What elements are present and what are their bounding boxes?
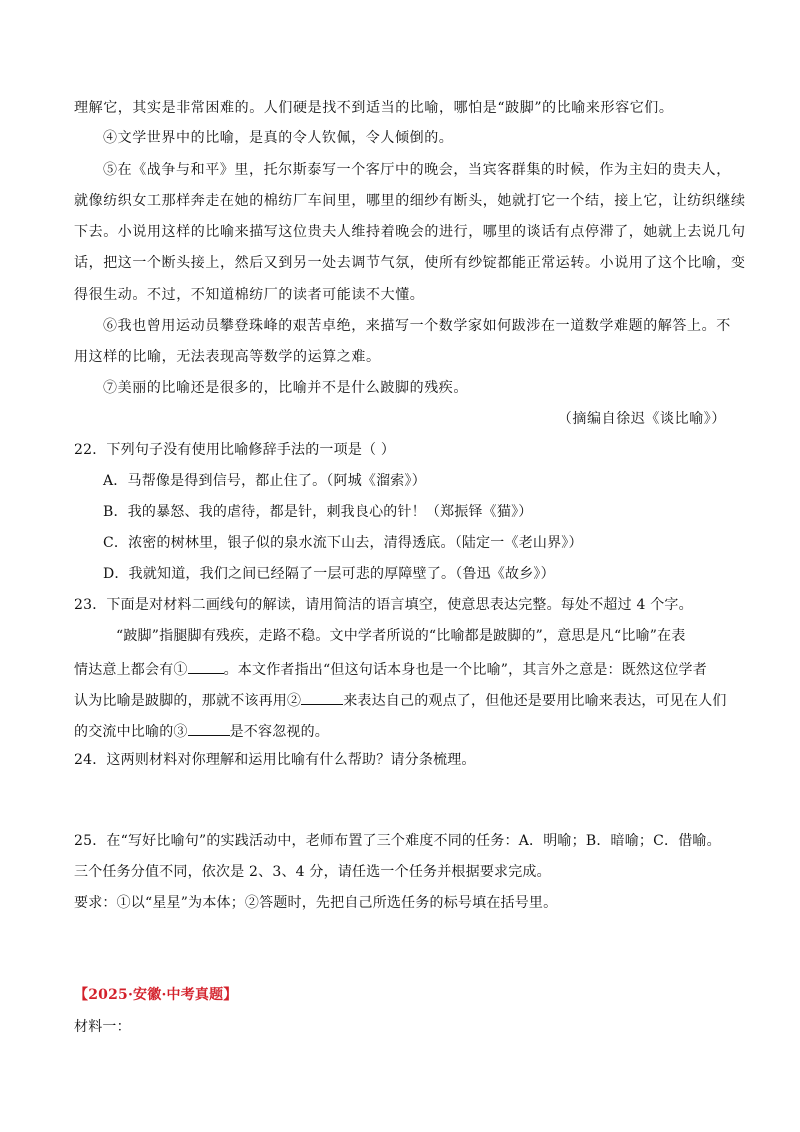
passage-source: （摘编自徐迟《谈比喻》） [557, 411, 726, 427]
question-22-option-a: A．马帮像是得到信号，都止住了。（阿城《溜索》） [103, 473, 426, 489]
question-23-stem: 23．下面是对材料二画线句的解读，请用简洁的语言填空，使意思表达完整。每处不超过 4 个字。 [74, 597, 693, 613]
question-22-option-d: D．我就知道，我们之间已经隔了一层可悲的厚障壁了。（鲁迅《故乡》） [103, 566, 555, 582]
question-23-line-4-text-b: 是不容忽视的。 [229, 724, 330, 740]
question-23-line-3-text-b: 来表达自己的观点了，但他还是要用比喻来表达，可见在人们 [343, 693, 727, 709]
answer-blank-3[interactable] [188, 719, 230, 736]
question-23-line-4 [74, 719, 329, 742]
question-23-line-2-text-b: 。本文作者指出“但这句话本身也是一个比喻”，其言外之意是：既然这位学者 [223, 662, 707, 678]
passage-paragraph-7: ⑦美丽的比喻还是很多的，比喻并不是什么跛脚的残疾。 [103, 380, 468, 396]
answer-blank-2[interactable] [301, 688, 343, 705]
question-24-stem: 24．这两则材料对你理解和运用比喻有什么帮助？请分条梳理。 [74, 752, 476, 768]
passage-paragraph-3-end: 理解它，其实是非常困难的。人们硬是找不到适当的比喻，哪怕是“跛脚”的比喻来形容它们。 [74, 100, 674, 116]
question-22-option-b: B．我的暴怒、我的虐待，都是针，刺我良心的针！（郑振铎《猫》） [103, 504, 533, 520]
question-23-line-3 [74, 688, 727, 711]
passage-paragraph-5-line-1: ⑤在《战争与和平》里，托尔斯泰写一个客厅中的晚会，当宾客群集的时候，作为主妇的贵夫人， [103, 162, 731, 178]
question-25-line-1: 25．在“写好比喻句”的实践活动中，老师布置了三个难度不同的任务：A．明喻；B．暗喻；C．借喻。 [74, 833, 721, 849]
passage-paragraph-5-line-5: 得很生动。不过，不知道棉纺厂的读者可能读不大懂。 [74, 287, 425, 303]
answer-blank-1[interactable] [188, 657, 224, 674]
passage-paragraph-6-line-2: 用这样的比喻，无法表现高等数学的运算之难。 [74, 349, 381, 365]
passage-paragraph-6-line-1: ⑥我也曾用运动员攀登珠峰的艰苦卓绝，来描写一个数学家如何跋涉在一道数学难题的解答上。不 [103, 318, 731, 334]
passage-paragraph-5-line-3: 下去。小说用这样的比喻来描写这位贵夫人维持着晚会的进行，哪里的谈话有点停滞了，她就上去说几句 [74, 224, 746, 240]
question-22-stem: 22．下列句子没有使用比喻修辞手法的一项是（ ） [74, 442, 396, 458]
question-23-line-1: “跛脚”指腿脚有残疾，走路不稳。文中学者所说的“比喻都是跛脚的”，意思是凡“比喻”在表 [116, 628, 686, 644]
question-23-line-2 [74, 657, 707, 680]
question-25-line-3: 要求：①以“星星”为本体；②答题时，先把自己所选任务的标号填在括号里。 [74, 895, 558, 911]
passage-paragraph-4: ④文学世界中的比喻，是真的令人钦佩，令人倾倒的。 [103, 130, 454, 146]
passage-paragraph-5-line-2: 就像纺织女工那样奔走在她的棉纺厂车间里，哪里的细纱有断头，她就打它一个结，接上它，让纺织继续 [74, 193, 746, 209]
question-23-line-2-text-a: 情达意上都会有① [74, 662, 188, 678]
material-label: 材料一： [74, 1019, 131, 1035]
question-23-line-4-text-a: 的交流中比喻的③ [74, 724, 188, 740]
section-heading: 【2025·安徽·中考真题】 [74, 987, 238, 1003]
question-23-line-3-text-a: 认为比喻是跛脚的，那就不该再用② [74, 693, 302, 709]
question-25-line-2: 三个任务分值不同，依次是 2、3、4 分，请任选一个任务并根据要求完成。 [74, 864, 551, 880]
question-22-option-c: C．浓密的树林里，银子似的泉水流下山去，清得透底。（陆定一《老山界》） [103, 535, 583, 551]
passage-paragraph-5-line-4: 话，把这一个断头接上，然后又到另一处去调节气氛，使所有纱锭都能正常运转。小说用了这个比喻，变 [74, 255, 746, 271]
